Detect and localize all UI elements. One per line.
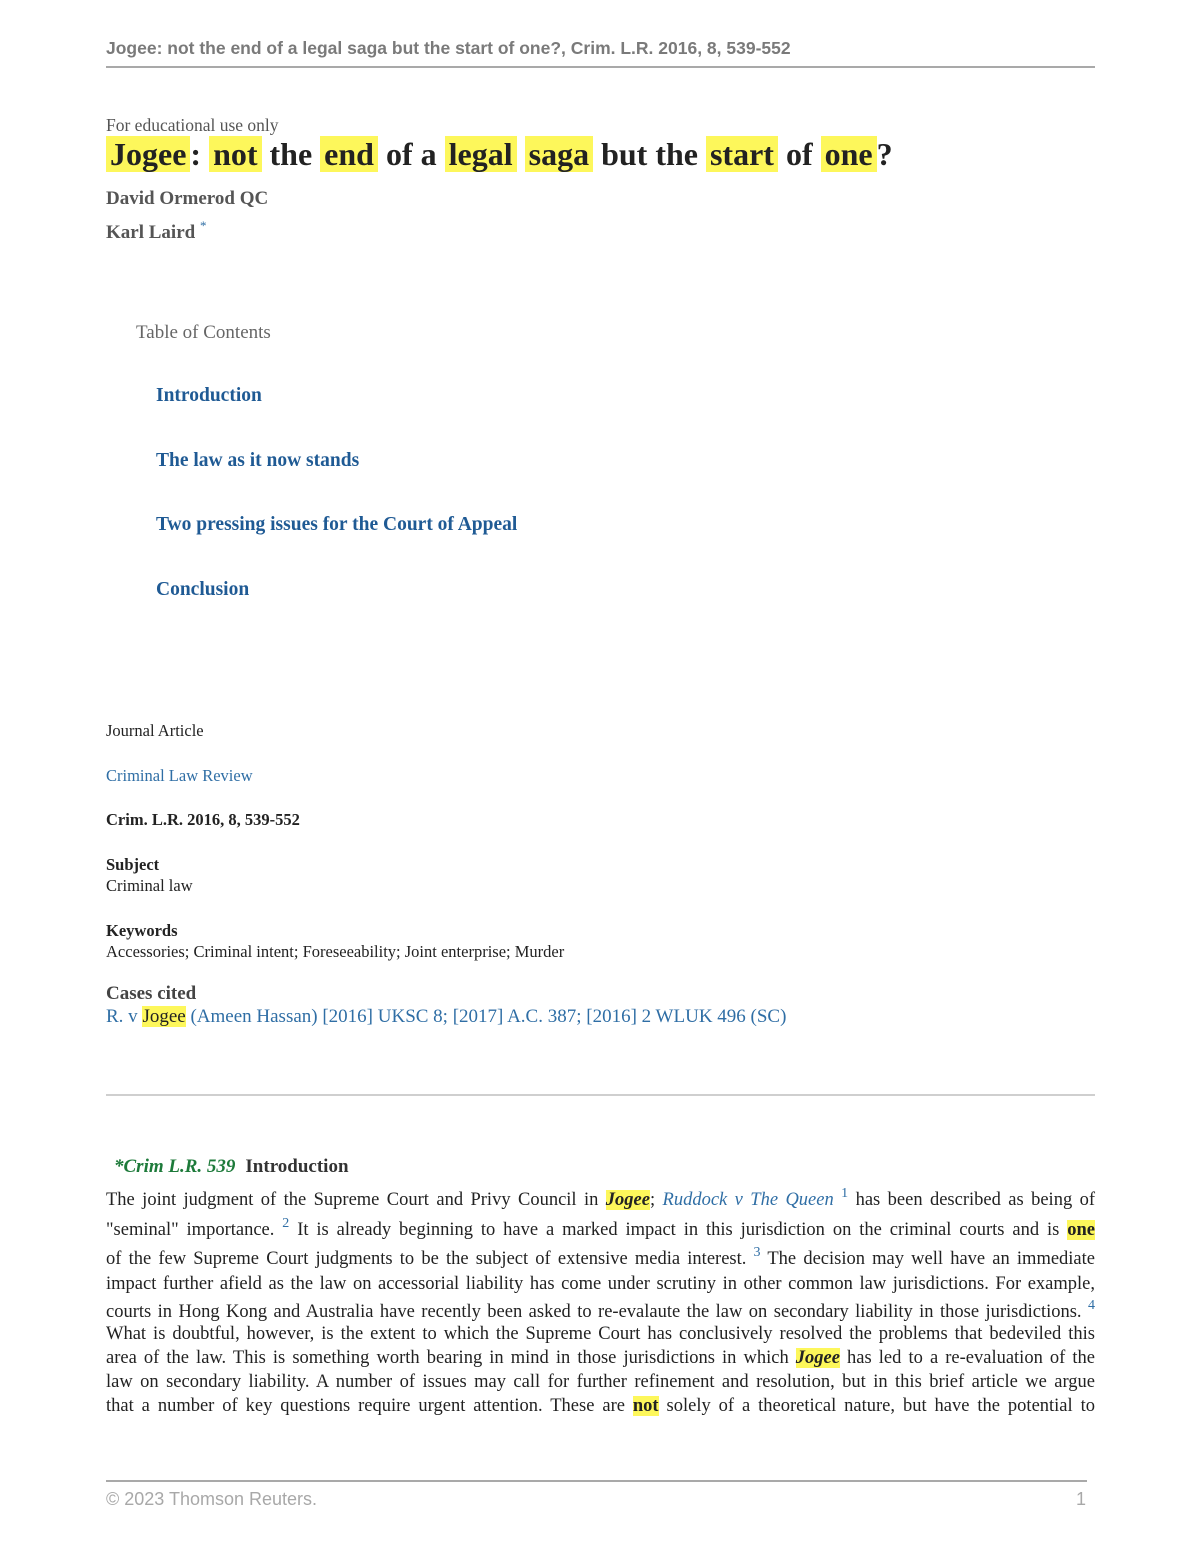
author-name	[106, 218, 206, 244]
header-divider	[106, 66, 1095, 68]
body-line: area of the law. This is something worth bearing in mind in those jurisdictions in which Jogee has led to a re-evaluation of the	[106, 1348, 1095, 1368]
author-footnote-link[interactable]: *	[199, 218, 207, 233]
keywords-label: Keywords	[106, 921, 178, 940]
footnote-link[interactable]: 2	[282, 1216, 290, 1231]
keywords-value: Accessories; Criminal intent; Foreseeability; Joint enterprise; Murder	[106, 942, 565, 961]
title-text: of a	[385, 136, 437, 172]
subject-value: Criminal law	[106, 876, 193, 895]
document-type: Journal Article	[106, 721, 204, 740]
toc-link-conclusion[interactable]: Conclusion	[156, 579, 250, 600]
body-line: of the few Supreme Court judgments to be the subject of extensive media interest. $^3$ The decision may well have an immediate	[106, 1245, 1095, 1269]
author-name: David Ormerod QC	[106, 188, 269, 209]
body-line: The joint judgment of the Supreme Court and Privy Council in Jogee; Ruddock v The Queen $^1$ has been described as being of	[106, 1186, 1096, 1210]
title-word-highlight: end	[320, 136, 378, 172]
text-highlight: Jogee	[795, 1348, 840, 1368]
subject-label: Subject	[106, 855, 160, 874]
toc-heading: Table of Contents	[136, 322, 271, 343]
section-divider	[106, 1094, 1095, 1096]
footnote-link[interactable]: 4	[1088, 1298, 1095, 1313]
toc-link-introduction[interactable]: Introduction	[156, 385, 262, 406]
body-line: that a number of key questions require urgent attention. These are not solely of a theoretical nature, but have the potential to	[106, 1396, 1095, 1416]
title-word-highlight: not	[209, 136, 261, 172]
case-cited-link[interactable]	[106, 1006, 786, 1028]
body-line: What is doubtful, however, is the extent to which the Supreme Court has conclusively resolved the problems that bedeviled this	[106, 1324, 1095, 1344]
title-text: :	[190, 136, 202, 172]
title-text: of	[785, 136, 813, 172]
article-title	[106, 136, 893, 173]
educational-use-note: For educational use only	[106, 115, 279, 135]
cases-cited-label: Cases cited	[106, 983, 197, 1004]
title-word-highlight: start	[706, 136, 778, 172]
footer-copyright: © 2023 Thomson Reuters.	[106, 1489, 318, 1509]
footer-divider	[106, 1480, 1087, 1482]
footnote-link[interactable]: 3	[753, 1245, 761, 1260]
body-line: courts in Hong Kong and Australia have recently been asked to re-evalaute the law on secondary liability in those jurisdictions. $^4$	[106, 1298, 1095, 1322]
title-text: ?	[876, 136, 893, 172]
text-highlight: one	[1067, 1220, 1095, 1240]
title-text: but the	[601, 136, 698, 172]
journal-link[interactable]: Criminal Law Review	[106, 766, 253, 785]
running-header: Jogee: not the end of a legal saga but the start of one?, Crim. L.R. 2016, 8, 539-552	[106, 38, 791, 58]
title-word-highlight: one	[821, 136, 877, 172]
page-number: 1	[1076, 1489, 1087, 1509]
footnote-link[interactable]: 1	[841, 1186, 849, 1201]
citation: Crim. L.R. 2016, 8, 539-552	[106, 810, 300, 829]
body-line: impact further afield as the law on accessorial liability has come under scrutiny in other common law jurisdictions. For example,	[106, 1274, 1095, 1294]
body-line: law on secondary liability. A number of issues may call for further refinement and resolution, but in this brief article we argue	[106, 1372, 1095, 1392]
toc-link-pressing-issues[interactable]: Two pressing issues for the Court of Appeal	[156, 514, 518, 535]
title-word-highlight: saga	[525, 136, 593, 172]
case-link-ruddock[interactable]: Ruddock v The Queen	[662, 1190, 834, 1210]
text-highlight: Jogee	[605, 1190, 650, 1210]
title-word-highlight: legal	[445, 136, 517, 172]
body-line: "seminal" importance. $^2$ It is already beginning to have a marked impact in this jurisdiction on the criminal courts and is one	[106, 1216, 1095, 1240]
case-link-text: R. v	[106, 1006, 143, 1027]
title-text: the	[269, 136, 313, 172]
page-reference: *Crim L.R. 539	[114, 1156, 236, 1177]
text-highlight: not	[632, 1396, 659, 1416]
case-link-text: (Ameen Hassan) [2016] UKSC 8; [2017] A.C. 387; [2016] 2 WLUK 496 (SC)	[185, 1006, 787, 1027]
author-name-text: Karl Laird	[106, 222, 196, 243]
toc-link-law-as-it-stands[interactable]: The law as it now stands	[156, 450, 360, 471]
section-heading	[114, 1156, 349, 1178]
title-word-highlight: Jogee	[106, 136, 190, 172]
section-title: Introduction	[245, 1156, 349, 1177]
case-highlight: Jogee	[142, 1006, 186, 1027]
